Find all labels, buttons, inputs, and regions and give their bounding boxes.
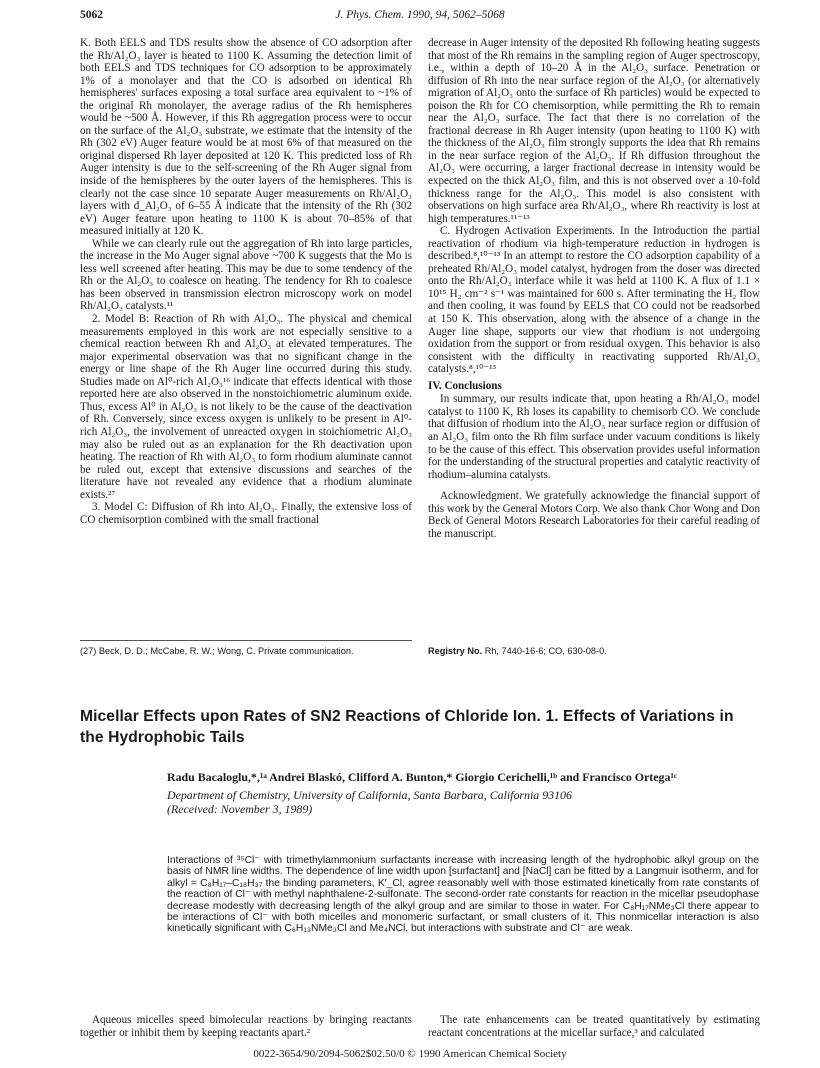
registry-text: Rh, 7440-16-6; CO, 630-08-0. [484, 646, 607, 656]
intro-paragraph-left: Aqueous micelles speed bimolecular reactions by bringing reactants together or inhibit them by keeping reactants apart.² [80, 1014, 412, 1039]
footnote: (27) Beck, D. D.; McCabe, R. W.; Wong, C. Private communication. [80, 646, 354, 656]
right-column [428, 37, 760, 540]
registry-label: Registry No. [428, 646, 483, 656]
article-title: Micellar Effects upon Rates of SN2 Reactions of Chloride Ion. 1. Effects of Variations in the Hydrophobic Tails [80, 708, 734, 746]
running-header [80, 9, 760, 27]
paragraph: decrease in Auger intensity of the deposited Rh following heating suggests that most of the Rh remains in the sampling region of Auger spectroscopy, i.e., within a depth of 10–20 Å in the Al₂O₃ surface. Penetration or diffusion of Rh into the near surface region of the Al₂O₃ (or alternatively migration of Al₂O₃ onto the surface of Rh particles) would be expected to poison the Rh for CO chemisorption, while permitting the Rh to remain near the Al₂O₃ surface. The fact that there is no correlation of the fractional decrease in Rh Auger intensity (upon heating to 1100 K) with the thickness of the Al₂O₃ film strongly supports the idea that Rh remains in the near surface region of the Al₂O₃. If Rh diffusion throughout the Al₂O₃ were occurring, a larger fractional decrease in intensity would be expected on the thick Al₂O₃ film, and this is not observed over a 10-fold thickness range for the Al₂O₃. This model is also consistent with observations on high surface area Rh/Al₂O₃, where Rh reactivity is lost at high temperatures.¹¹⁻¹³ [428, 37, 760, 225]
authors: Radu Bacaloglu,*,¹ᵃ Andrei Blaskó, Clifford A. Bunton,* Giorgio Cerichelli,¹ᵇ and Francisco Ortega¹ᶜ [167, 770, 678, 784]
acknowledgment: Acknowledgment. We gratefully acknowledge the financial support of this work by the General Motors Corp. We also thank Chor Wong and Don Beck of General Motors Research Laboratories for their careful reading of the manuscript. [428, 490, 760, 540]
intro-paragraph-right: The rate enhancements can be treated quantitatively by estimating reactant concentrations at the micellar surface,³ and calculated [428, 1014, 760, 1039]
journal-citation: J. Phys. Chem. 1990, 94, 5062–5068 [335, 9, 505, 21]
section-heading: IV. Conclusions [428, 379, 502, 392]
received-date: (Received: November 3, 1989) [167, 801, 313, 816]
registry-numbers [428, 646, 760, 656]
paragraph: 3. Model C: Diffusion of Rh into Al₂O₃. Finally, the extensive loss of CO chemisorption combined with the small fractional [80, 501, 412, 526]
page-number: 5062 [80, 9, 103, 21]
paragraph: K. Both EELS and TDS results show the absence of CO adsorption after the Rh/Al₂O₃ layer is heated to 1100 K. Assuming the detection limit of both EELS and TDS techniques for CO adsorption to be approximately 1% of a monolayer and that the CO is adsorbed on identical Rh hemispheres' surfaces exposing a total surface area equivalent to ~1% of the original Rh monolayer, the average radius of the Rh hemispheres would be ~500 Å. However, if this Rh aggregation process were to occur on the surface of the Al₂O₃ substrate, we estimate that the intensity of the Rh (302 eV) Auger feature would be at most 6% of that measured on the original dispersed Rh layer deposited at 120 K. This predicted loss of Rh Auger intensity is due to the self-screening of the Rh Auger signal from inside of the hemispheres by the outer layers of the hemispheres. This is clearly not the case since 10 separate Auger measurements on Rh/Al₂O₃ layers with d_Al₂O₃ of 6–55 Å indicate that the intensity of the Rh (302 eV) Auger feature upon heating to 1100 K is about 70–85% of that measured initially at 120 K. [80, 37, 412, 238]
paragraph: 2. Model B: Reaction of Rh with Al₂O₃. The physical and chemical measurements employed in this work are not especially sensitive to a chemical reaction between Rh and Al₂O₃ at elevated temperatures. The major experimental observation was that no significant change in the energy or line shape of the Rh Auger line occurred during this study. Studies made on Al⁰-rich Al₂O₃¹⁶ indicate that effects identical with those reported here are also observed in the nonstoichiometric aluminum oxide. Thus, excess Al⁰ in Al₂O₃ is not likely to be the cause of the deactivation of Rh. Conversely, since excess oxygen is unlikely to be present in Al⁰-rich Al₂O₃, the involvement of unreacted oxygen in stoichiometric Al₂O₃ may also be ruled out as an explanation for the Rh deactivation upon heating. The reaction of Rh with Al₂O₃ to form rhodium aluminate cannot be ruled out, except that extensive discussions and searches of the literature have not revealed any evidence that a rhodium aluminate exists.²⁷ [80, 313, 412, 501]
paragraph: C. Hydrogen Activation Experiments. In the Introduction the partial reactivation of rhodium via high-temperature reduction in hydrogen is described.⁸,¹⁰⁻¹³ In an attempt to restore the CO adsorption capability of a preheated Rh/Al₂O₃ model catalyst, hydrogen from the doser was directed onto the Rh/Al₂O₃ interface while it was held at 1100 K. A flux of 1.1 × 10¹⁵ H₂ cm⁻² s⁻¹ was maintained for 600 s. After terminating the H₂ flow and then cooling, it was found by EELS that CO could not be readsorbed at 150 K. This observation, along with the absence of a change in the Auger line shape, supports our view that rhodium is not undergoing oxidation from the support or from residual oxygen. This behavior is also consistent with the difficulty in reactivating supported Rh/Al₂O₃ catalysts.⁸,¹⁰⁻¹³ [428, 225, 760, 376]
paragraph: While we can clearly rule out the aggregation of Rh into large particles, the increase in the Mo Auger signal above ~700 K suggests that the Mo is less well screened after heating. This may be due to some tendency of the Rh or the Al₂O₃ to coalesce on heating. The tendency for Rh to coalesce has been observed in transmission electron microscopy work on model Rh/Al₂O₃ catalysts.¹¹ [80, 237, 412, 313]
footnote-divider [80, 640, 412, 641]
abstract: Interactions of ³⁵Cl⁻ with trimethylammonium surfactants increase with increasing length of the hydrophobic alkyl group on the basis of NMR line widths. The dependence of line width upon [surfactant] and [NaCl] can be fitted by a Langmuir isotherm, and for alkyl = C₈H₁₇–C₁₈H₃₇ the binding parameters, K′_Cl, agree reasonably well with those estimated kinetically from rate constants of the reaction of Cl⁻ with methyl naphthalene-2-sulfonate. The second-order rate constants for reaction in the micellar pseudophase decrease modestly with decreasing length of the alkyl group and are similar to those in water. For C₈H₁₇NMe₃Cl there appear to be interactions of Cl⁻ with both micelles and monomeric surfactant, or small clusters of it. This nonmicellar interaction is also kinetically significant with C₆H₁₃NMe₃Cl and Me₄NCl, but interactions with substrate and Cl⁻ are weak. [167, 855, 759, 935]
conclusions-paragraph: In summary, our results indicate that, upon heating a Rh/Al₂O₃ model catalyst to 1100 K, Rh loses its capability to chemisorb CO. We conclude that diffusion of rhodium into the Al₂O₃ near surface region or diffusion of an Al₂O₃ film onto the Rh film surface under vacuum conditions is likely to be the cause of this effect. This observation provides useful information for the understanding of the structural properties and catalytic reactivity of rhodium–alumina catalysts. [428, 393, 760, 481]
left-column [80, 37, 412, 526]
affiliation-block [167, 789, 767, 816]
affiliation: Department of Chemistry, University of California, Santa Barbara, California 93106 [167, 788, 572, 802]
copyright-line: 0022-3654/90/2094-5062$02.50/0 © 1990 American Chemical Society [253, 1048, 567, 1060]
